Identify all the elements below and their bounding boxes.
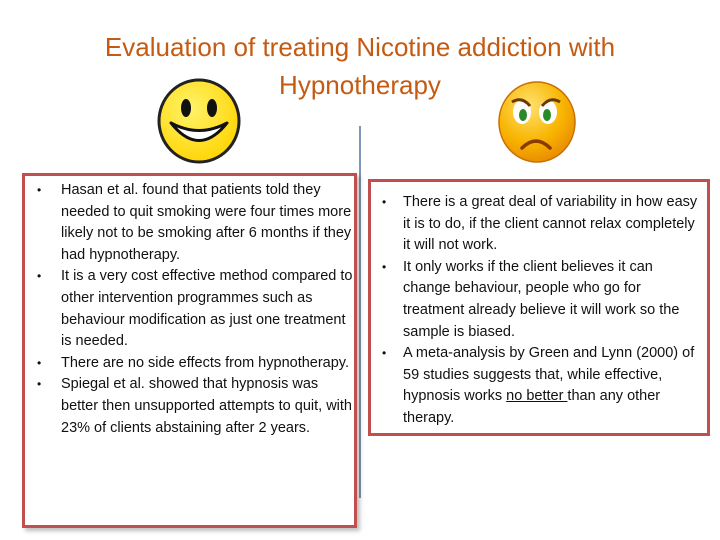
bullet-icon: • <box>382 259 387 274</box>
bullet-icon: • <box>382 195 387 209</box>
list-item-text: It only works if the client believes it can change behaviour, people who go for treatment already believe it will work so the sample is biased. <box>403 258 680 340</box>
list-item-text: Spiegal et al. showed that hypnosis was better then unsupported attempts to quit, with 23% of clients abstaining after 2 years. <box>61 376 352 436</box>
bullet-icon: • <box>382 346 387 361</box>
slide-title <box>40 28 680 104</box>
sad-face-icon <box>496 78 578 164</box>
column-divider <box>359 126 361 498</box>
list-item <box>31 374 353 439</box>
slide-title-line-1: Evaluation of treating Nicotine addiction with <box>104 32 616 62</box>
list-item <box>31 266 353 352</box>
list-item <box>380 192 704 257</box>
list-item <box>31 353 353 375</box>
list-item <box>380 343 704 429</box>
list-item-text: It is a very cost effective method compared to other intervention programmes such as behaviour modification as just one treatment is needed. <box>61 268 353 350</box>
bullet-icon: • <box>37 377 42 392</box>
list-item-text: Hasan et al. found that patients told they needed to quit smoking were four times more likely not to be smoking after 6 months if they had hypnotherapy. <box>61 182 352 263</box>
list-item-text: There are no side effects from hypnotherapy. <box>61 354 350 371</box>
smiling-face-icon <box>157 78 241 164</box>
bullet-icon: • <box>37 183 42 197</box>
advantages-panel <box>22 173 357 528</box>
advantages-list <box>31 180 353 439</box>
list-item <box>31 180 353 266</box>
list-item <box>380 257 704 343</box>
bullet-icon: • <box>37 355 42 370</box>
disadvantages-list <box>380 192 704 430</box>
disadvantages-panel <box>368 179 710 436</box>
list-item-text-end: than any other therapy. <box>403 388 661 426</box>
slide-title-line-2: Hypnotherapy <box>279 70 441 100</box>
underlined-phrase: no better <box>506 388 568 405</box>
bullet-icon: • <box>37 269 42 284</box>
list-item-text: There is a great deal of variability in how easy it is to do, if the client cannot relax completely it will not work. <box>403 194 698 254</box>
list-item-text-start: A meta-analysis by Green and Lynn (2000) of 59 studies suggests that, while effective, hypnosis works <box>403 345 695 405</box>
